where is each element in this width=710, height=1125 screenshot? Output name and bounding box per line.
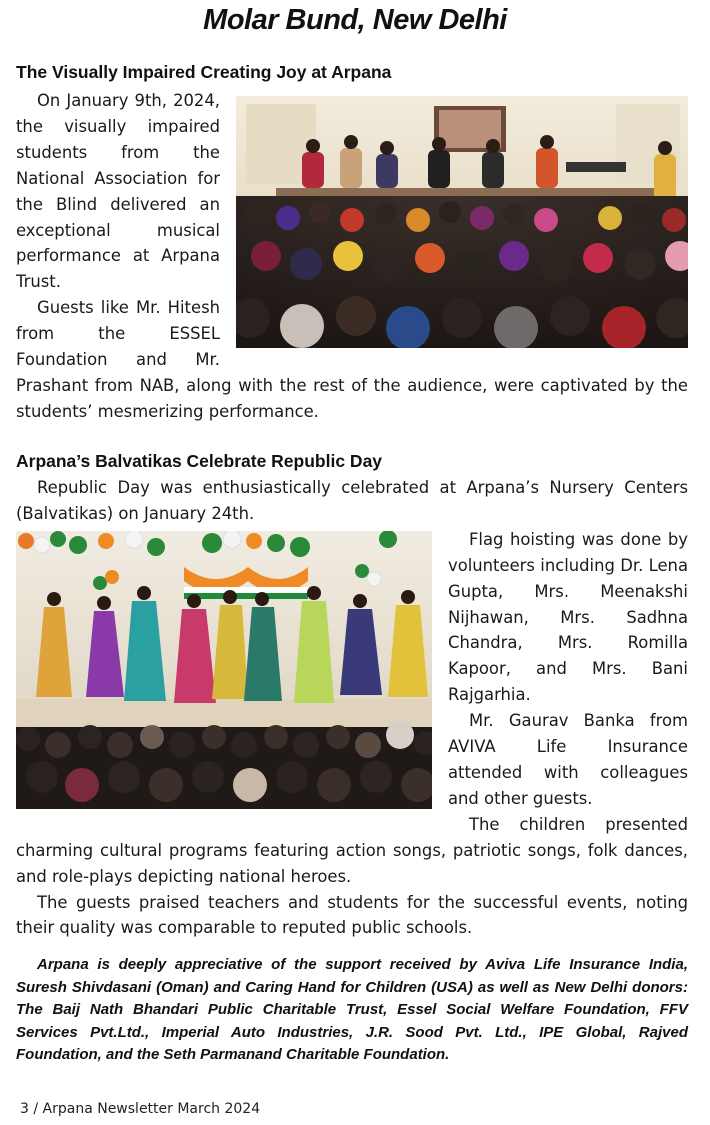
article1-paragraph: On January 9th, 2024, the visually impaired students from the National Association for the Blind delivered an exceptional musical performance at Arpana Trust. (16, 91, 220, 292)
article2-paragraph: The guests praised teachers and students for the successful events, noting their quality was comparable to reputed public schools. (16, 892, 688, 938)
article2-paragraph: Flag hoisting was done by volunteers including Dr. Lena Gupta, Mrs. Meenakshi Nijhawan, Mrs. Sadhna Chandra, Mrs. Romilla Kapoor, and Mrs. Bani Rajgarhia. (448, 529, 688, 705)
article1-body (16, 88, 688, 425)
article2-paragraph: Mr. Gaurav Banka from AVIVA Life Insurance attended with colleagues and other guests. (448, 711, 688, 808)
acknowledgement-note: Arpana is deeply appreciative of the support received by Aviva Life Insurance India, Suresh Shivdasani (Oman) and Caring Hand for Children (USA) as well as New Delhi donors: The Baij Nath Bhandari Public Charitable Trust, Essel Social Welfare Foundation, FFV Services Pvt.Ltd., Imperial Auto Industries, J.R. Sood Pvt. Ltd., IPE Global, Rajved Foundation, and the Seth Parmanand Charitable Foundation. (16, 956, 688, 1063)
article2-heading: Arpana’s Balvatikas Celebrate Republic Day (16, 451, 383, 471)
article2-paragraph: Republic Day was enthusiastically celebrated at Arpana’s Nursery Centers (Balvatikas) on January 24th. (16, 478, 688, 523)
article2-paragraph: The children presented charming cultural programs featuring action songs, patriotic songs, folk dances, and role-plays depicting national heroes. (16, 814, 688, 886)
concert-photo (236, 96, 688, 348)
page-title: Molar Bund, New Delhi (203, 4, 507, 36)
republic-day-photo (16, 531, 432, 809)
article1-heading: The Visually Impaired Creating Joy at Arpana (16, 62, 392, 82)
page-footer: 3 / Arpana Newsletter March 2024 (20, 1101, 261, 1117)
article1-paragraph: Guests like Mr. Hitesh from the ESSEL Foundation and Mr. Prashant from NAB, along with the rest of the audience, were captivated by the students’ mesmerizing performance. (16, 298, 688, 421)
article2-body (16, 475, 688, 941)
